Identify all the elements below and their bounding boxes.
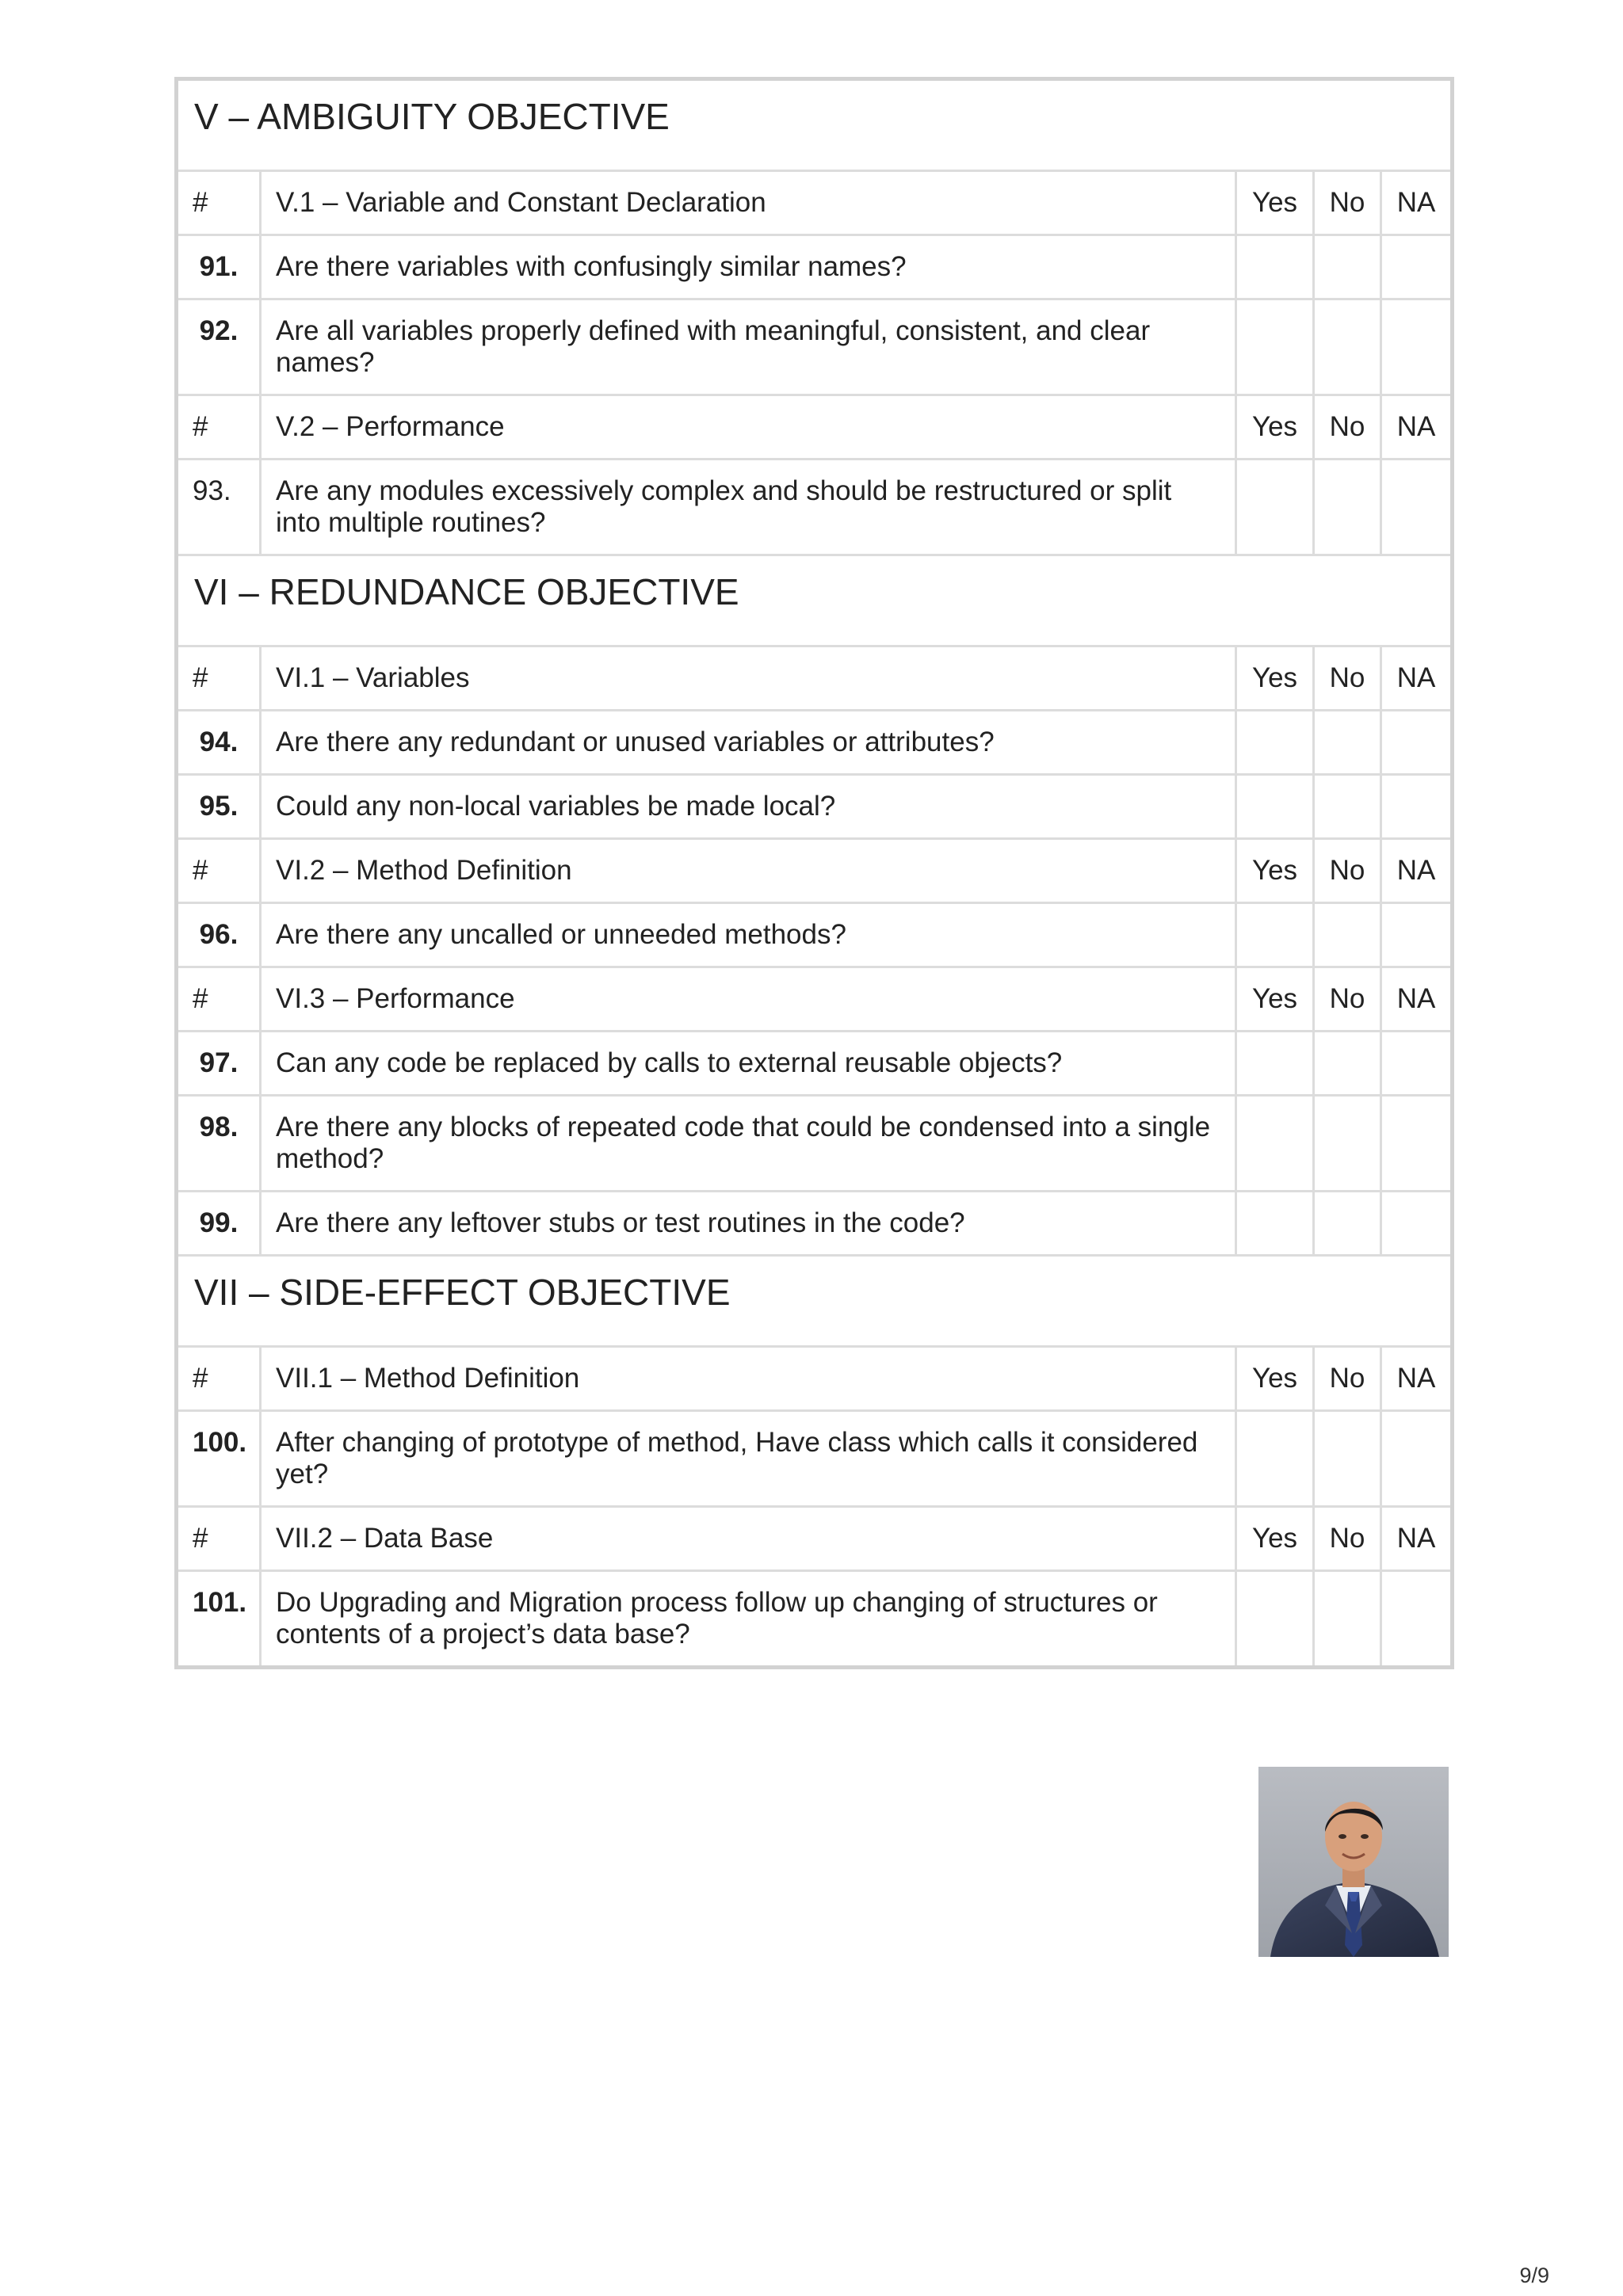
yes-column-header: Yes xyxy=(1236,967,1314,1032)
question-text: Can any code be replaced by calls to external reusable objects? xyxy=(261,1032,1236,1096)
question-number: 93. xyxy=(177,460,261,555)
no-answer-cell[interactable] xyxy=(1314,235,1381,299)
subsection-header-row xyxy=(177,967,1453,1032)
page-number: 9/9 xyxy=(1519,2264,1549,2287)
na-column-header: NA xyxy=(1381,646,1453,711)
subsection-header-row xyxy=(177,1507,1453,1571)
subsection-header-row xyxy=(177,1347,1453,1411)
no-answer-cell[interactable] xyxy=(1314,460,1381,555)
question-text: Are there any redundant or unused variables or attributes? xyxy=(261,711,1236,775)
yes-column-header: Yes xyxy=(1236,1507,1314,1571)
question-row xyxy=(177,775,1453,839)
question-row xyxy=(177,460,1453,555)
yes-answer-cell[interactable] xyxy=(1236,1411,1314,1507)
yes-answer-cell[interactable] xyxy=(1236,775,1314,839)
yes-answer-cell[interactable] xyxy=(1236,299,1314,395)
na-column-header: NA xyxy=(1381,171,1453,235)
checklist-table xyxy=(174,77,1454,1669)
yes-column-header: Yes xyxy=(1236,171,1314,235)
question-row xyxy=(177,1411,1453,1507)
question-number: 99. xyxy=(177,1192,261,1256)
question-text: After changing of prototype of method, Have class which calls it considered yet? xyxy=(261,1411,1236,1507)
question-number: 97. xyxy=(177,1032,261,1096)
no-answer-cell[interactable] xyxy=(1314,903,1381,967)
question-row xyxy=(177,711,1453,775)
na-answer-cell[interactable] xyxy=(1381,711,1453,775)
no-column-header: No xyxy=(1314,1347,1381,1411)
no-column-header: No xyxy=(1314,1507,1381,1571)
no-answer-cell[interactable] xyxy=(1314,1411,1381,1507)
number-column-header: # xyxy=(177,646,261,711)
yes-column-header: Yes xyxy=(1236,839,1314,903)
question-row xyxy=(177,235,1453,299)
no-column-header: No xyxy=(1314,967,1381,1032)
na-answer-cell[interactable] xyxy=(1381,460,1453,555)
yes-answer-cell[interactable] xyxy=(1236,460,1314,555)
question-row xyxy=(177,1192,1453,1256)
no-answer-cell[interactable] xyxy=(1314,1096,1381,1192)
yes-answer-cell[interactable] xyxy=(1236,235,1314,299)
number-column-header: # xyxy=(177,839,261,903)
section-title: V – AMBIGUITY OBJECTIVE xyxy=(177,79,1453,171)
question-row xyxy=(177,1032,1453,1096)
subsection-title: VI.3 – Performance xyxy=(261,967,1236,1032)
number-column-header: # xyxy=(177,1507,261,1571)
number-column-header: # xyxy=(177,395,261,460)
subsection-header-row xyxy=(177,171,1453,235)
na-column-header: NA xyxy=(1381,839,1453,903)
subsection-title: VI.2 – Method Definition xyxy=(261,839,1236,903)
author-photo xyxy=(1258,1767,1449,1957)
na-column-header: NA xyxy=(1381,395,1453,460)
no-answer-cell[interactable] xyxy=(1314,1571,1381,1668)
section-header-row xyxy=(177,1256,1453,1347)
question-text: Are there any leftover stubs or test routines in the code? xyxy=(261,1192,1236,1256)
no-column-header: No xyxy=(1314,395,1381,460)
question-row xyxy=(177,299,1453,395)
na-answer-cell[interactable] xyxy=(1381,1411,1453,1507)
no-column-header: No xyxy=(1314,646,1381,711)
question-text: Are there variables with confusingly similar names? xyxy=(261,235,1236,299)
no-answer-cell[interactable] xyxy=(1314,299,1381,395)
no-answer-cell[interactable] xyxy=(1314,711,1381,775)
yes-column-header: Yes xyxy=(1236,646,1314,711)
question-number: 98. xyxy=(177,1096,261,1192)
yes-answer-cell[interactable] xyxy=(1236,1192,1314,1256)
yes-column-header: Yes xyxy=(1236,1347,1314,1411)
na-column-header: NA xyxy=(1381,1507,1453,1571)
question-row xyxy=(177,1571,1453,1668)
na-answer-cell[interactable] xyxy=(1381,299,1453,395)
number-column-header: # xyxy=(177,967,261,1032)
subsection-title: VII.2 – Data Base xyxy=(261,1507,1236,1571)
question-text: Are there any blocks of repeated code that could be condensed into a single method? xyxy=(261,1096,1236,1192)
no-answer-cell[interactable] xyxy=(1314,1192,1381,1256)
question-number: 101. xyxy=(177,1571,261,1668)
yes-answer-cell[interactable] xyxy=(1236,711,1314,775)
subsection-title: V.2 – Performance xyxy=(261,395,1236,460)
no-column-header: No xyxy=(1314,171,1381,235)
no-column-header: No xyxy=(1314,839,1381,903)
question-row xyxy=(177,903,1453,967)
yes-answer-cell[interactable] xyxy=(1236,903,1314,967)
question-number: 94. xyxy=(177,711,261,775)
question-number: 95. xyxy=(177,775,261,839)
subsection-header-row xyxy=(177,395,1453,460)
question-text: Are all variables properly defined with meaningful, consistent, and clear names? xyxy=(261,299,1236,395)
section-header-row xyxy=(177,555,1453,646)
subsection-title: VI.1 – Variables xyxy=(261,646,1236,711)
no-answer-cell[interactable] xyxy=(1314,775,1381,839)
section-header-row xyxy=(177,79,1453,171)
number-column-header: # xyxy=(177,171,261,235)
na-answer-cell[interactable] xyxy=(1381,1571,1453,1668)
question-number: 91. xyxy=(177,235,261,299)
na-column-header: NA xyxy=(1381,1347,1453,1411)
yes-answer-cell[interactable] xyxy=(1236,1571,1314,1668)
yes-answer-cell[interactable] xyxy=(1236,1032,1314,1096)
section-title: VII – SIDE-EFFECT OBJECTIVE xyxy=(177,1256,1453,1347)
question-number: 92. xyxy=(177,299,261,395)
question-number: 96. xyxy=(177,903,261,967)
question-text: Are there any uncalled or unneeded methods? xyxy=(261,903,1236,967)
yes-column-header: Yes xyxy=(1236,395,1314,460)
na-answer-cell[interactable] xyxy=(1381,1096,1453,1192)
no-answer-cell[interactable] xyxy=(1314,1032,1381,1096)
subsection-header-row xyxy=(177,646,1453,711)
subsection-title: V.1 – Variable and Constant Declaration xyxy=(261,171,1236,235)
question-text: Do Upgrading and Migration process follow up changing of structures or contents of a project’s data base? xyxy=(261,1571,1236,1668)
yes-answer-cell[interactable] xyxy=(1236,1096,1314,1192)
question-row xyxy=(177,1096,1453,1192)
number-column-header: # xyxy=(177,1347,261,1411)
question-number: 100. xyxy=(177,1411,261,1507)
na-column-header: NA xyxy=(1381,967,1453,1032)
na-answer-cell[interactable] xyxy=(1381,1032,1453,1096)
question-text: Are any modules excessively complex and should be restructured or split into multiple routines? xyxy=(261,460,1236,555)
subsection-header-row xyxy=(177,839,1453,903)
subsection-title: VII.1 – Method Definition xyxy=(261,1347,1236,1411)
na-answer-cell[interactable] xyxy=(1381,903,1453,967)
na-answer-cell[interactable] xyxy=(1381,1192,1453,1256)
question-text: Could any non-local variables be made local? xyxy=(261,775,1236,839)
na-answer-cell[interactable] xyxy=(1381,235,1453,299)
section-title: VI – REDUNDANCE OBJECTIVE xyxy=(177,555,1453,646)
na-answer-cell[interactable] xyxy=(1381,775,1453,839)
